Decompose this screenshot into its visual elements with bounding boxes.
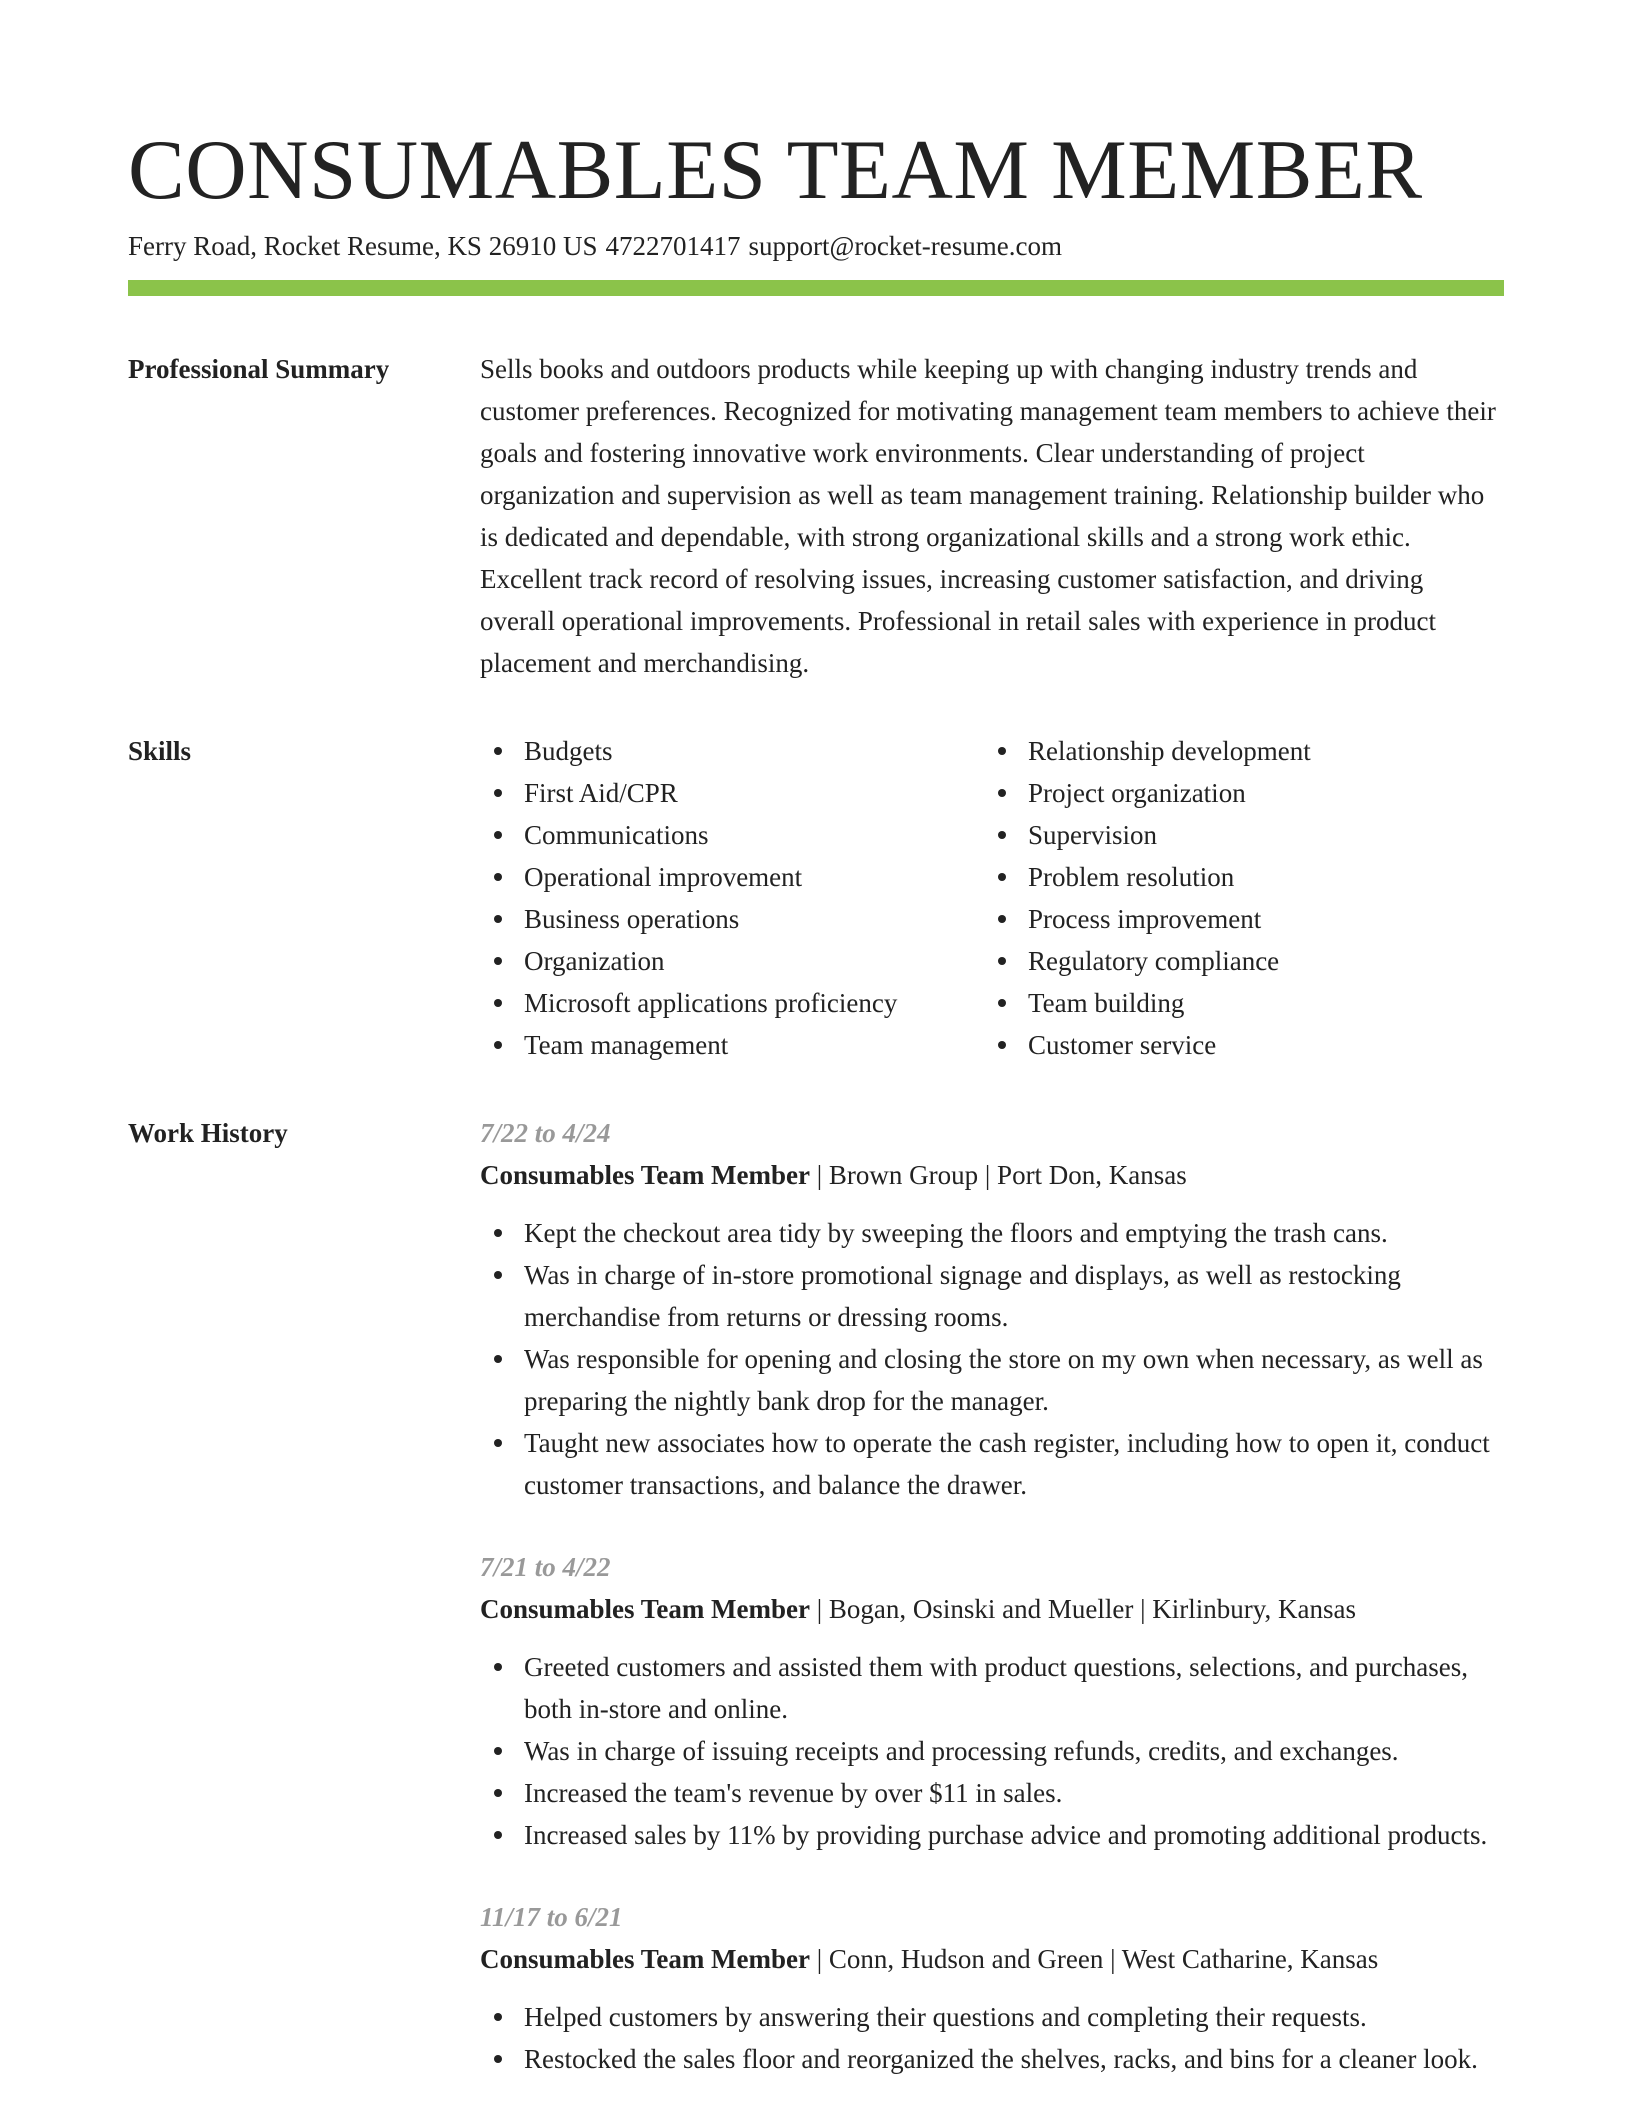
job-dates: 11/17 to 6/21	[480, 1902, 623, 1932]
work-history-entries	[480, 1112, 1504, 2120]
job-heading	[480, 1938, 1504, 1980]
job-title: Consumables Team Member	[480, 1594, 810, 1624]
work-history-title: Work History	[128, 1118, 288, 1148]
skill-item: Problem resolution	[1028, 856, 1488, 898]
skills-columns	[480, 730, 1504, 1066]
contact-line	[128, 228, 1504, 264]
skills-section	[128, 730, 1504, 1066]
job-title: Consumables Team Member	[480, 1944, 810, 1974]
skill-item: Customer service	[1028, 1024, 1488, 1066]
skills-list-right	[984, 730, 1488, 1066]
summary-text: Sells books and outdoors products while keeping up with changing industry trends and customer preferences. Recognized for motivating management team members to achieve their goals and fostering innovative work environments. Clear understanding of project organization and supervision as well as team management training. Relationship builder who is dedicated and dependable, with strong organizational skills and a strong work ethic. Excellent track record of resolving issues, increasing customer satisfaction, and driving overall operational improvements. Professional in retail sales with experience in product placement and merchandising.	[480, 354, 1496, 678]
job-bullet: Was responsible for opening and closing the store on my own when necessary, as well as preparing the nightly bank drop for the manager.	[524, 1338, 1504, 1422]
work-history-section	[128, 1112, 1504, 2120]
summary-section	[128, 348, 1504, 684]
job-bullet: Increased sales by 11% by providing purchase advice and promoting additional products.	[524, 1814, 1504, 1856]
resume-name: CONSUMABLES TEAM MEMBER	[128, 123, 1423, 217]
job-bullet: Increased the team's revenue by over $11 in sales.	[524, 1772, 1504, 1814]
skill-item: Project organization	[1028, 772, 1488, 814]
skill-item: Process improvement	[1028, 898, 1488, 940]
summary-title: Professional Summary	[128, 354, 390, 384]
skill-item: Business operations	[524, 898, 984, 940]
job-heading	[480, 1154, 1504, 1196]
header-divider	[128, 280, 1504, 296]
contact-address: Ferry Road, Rocket Resume, KS 26910 US	[128, 231, 598, 261]
contact-phone: 4722701417	[605, 231, 741, 261]
job-bullets	[480, 1646, 1504, 1856]
job-bullet: Greeted customers and assisted them with product questions, selections, and purchases, both in-store and online.	[524, 1646, 1504, 1730]
skill-item: Communications	[524, 814, 984, 856]
skill-item: Supervision	[1028, 814, 1488, 856]
contact-email: support@rocket-resume.com	[748, 231, 1062, 261]
skill-item: Regulatory compliance	[1028, 940, 1488, 982]
job-bullet: Was in charge of issuing receipts and processing refunds, credits, and exchanges.	[524, 1730, 1504, 1772]
job-heading	[480, 1588, 1504, 1630]
job-bullets	[480, 1212, 1504, 1506]
skill-item: Microsoft applications proficiency	[524, 982, 984, 1024]
skill-item: Organization	[524, 940, 984, 982]
job-bullets	[480, 1996, 1504, 2080]
job-entry	[480, 1546, 1504, 1856]
skill-item: Budgets	[524, 730, 984, 772]
skills-title: Skills	[128, 736, 192, 766]
job-entry	[480, 1896, 1504, 2080]
resume-page	[128, 120, 1504, 2120]
job-bullet: Restocked the sales floor and reorganized the shelves, racks, and bins for a cleaner look.	[524, 2038, 1504, 2080]
job-bullet: Helped customers by answering their questions and completing their requests.	[524, 1996, 1504, 2038]
job-dates: 7/21 to 4/22	[480, 1552, 611, 1582]
job-details: | Conn, Hudson and Green | West Catharine, Kansas	[810, 1944, 1379, 1974]
job-bullet: Taught new associates how to operate the cash register, including how to open it, conduct customer transactions, and balance the drawer.	[524, 1422, 1504, 1506]
skill-item: Team management	[524, 1024, 984, 1066]
job-dates: 7/22 to 4/24	[480, 1118, 611, 1148]
skill-item: Operational improvement	[524, 856, 984, 898]
skill-item: Relationship development	[1028, 730, 1488, 772]
job-details: | Bogan, Osinski and Mueller | Kirlinbury, Kansas	[810, 1594, 1356, 1624]
job-bullet: Was in charge of in-store promotional signage and displays, as well as restocking merchandise from returns or dressing rooms.	[524, 1254, 1504, 1338]
job-details: | Brown Group | Port Don, Kansas	[810, 1160, 1187, 1190]
skills-list-left	[480, 730, 984, 1066]
skill-item: Team building	[1028, 982, 1488, 1024]
job-entry	[480, 1112, 1504, 1506]
skill-item: First Aid/CPR	[524, 772, 984, 814]
job-title: Consumables Team Member	[480, 1160, 810, 1190]
job-bullet: Kept the checkout area tidy by sweeping the floors and emptying the trash cans.	[524, 1212, 1504, 1254]
